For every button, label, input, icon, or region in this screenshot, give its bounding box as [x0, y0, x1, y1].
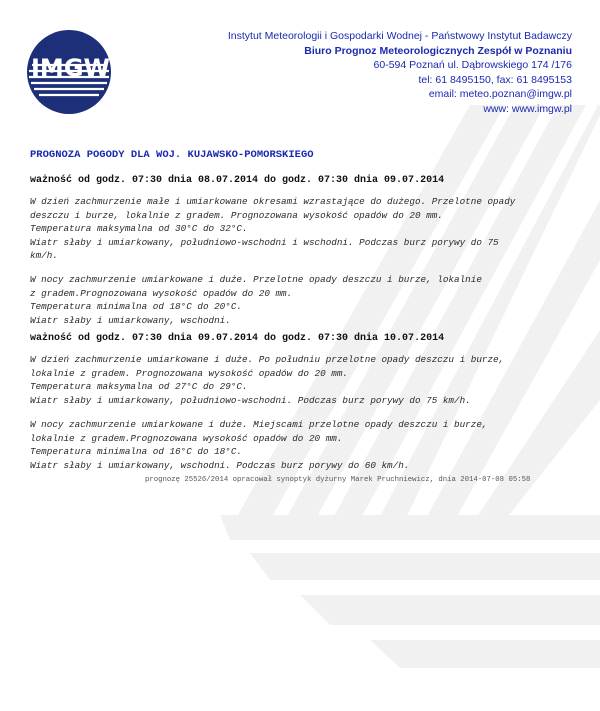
website: www: www.imgw.pl — [483, 102, 572, 115]
day-forecast-1: W dzień zachmurzenie małe i umiarkowane okresami wzrastające do dużego. Przelotne opady deszczu i burze, lokalnie z gradem. Prognozowana wysokość opadów do 20 mm. Temperatura maksymalna od 30°C do 32°C. Wiatr słaby i umiarkowany, południowo-wschodni i wschodni. Podczas burz porywy do 75 km/h. — [30, 196, 516, 262]
email: email: meteo.poznan@imgw.pl — [428, 88, 572, 101]
bureau-name: Biuro Prognoz Meteorologicznych Zespół w Poznaniu — [304, 44, 572, 57]
logo-text: IMGW — [31, 54, 110, 82]
night-forecast-2: W nocy zachmurzenie umiarkowane i duże. Miejscami przelotne opady deszczu i burze, lokalnie z gradem.Prognozowana wysokość opadów do 20 mm. Temperatura minimalna od 16°C do 18°C. Wiatr słaby i umiarkowany, wschodni. Podczas burz porywy do 60 km/h. — [30, 419, 488, 471]
forecast-author-note: prognozę 25526/2014 opracował synoptyk dyżurny Marek Pruchniewicz, dnia 2014-07-08 05:58 — [145, 476, 531, 484]
day-forecast-2: W dzień zachmurzenie umiarkowane i duże. Po południu przelotne opady deszczu i burze, lokalnie z gradem. Prognozowana wysokość opadów do 20 mm. Temperatura maksymalna od 27°C do 29°C. Wiatr słaby i umiarkowany, południowo-wschodni. Podczas burz porywy do 75 km/h. — [30, 354, 505, 406]
night-forecast-1: W nocy zachmurzenie umiarkowane i duże. Przelotne opady deszczu i burze, lokalnie z gradem.Prognozowana wysokość opadów do 20 mm. Temperatura minimalna od 18°C do 20°C. Wiatr słaby i umiarkowany, wschodni. — [30, 274, 482, 326]
institution-header — [228, 29, 572, 117]
institute-name: Instytut Meteorologii i Gospodarki Wodnej - Państwowy Instytut Badawczy — [227, 30, 572, 42]
validity-period-1: ważność od godz. 07:30 dnia 08.07.2014 do godz. 07:30 dnia 09.07.2014 — [30, 175, 445, 186]
phone-fax: tel: 61 8495150, fax: 61 8495153 — [418, 73, 572, 86]
address: 60-594 Poznań ul. Dąbrowskiego 174 /176 — [373, 59, 572, 72]
imgw-logo — [26, 29, 112, 115]
forecast-title: PROGNOZA POGODY DLA WOJ. KUJAWSKO-POMORSKIEGO — [30, 149, 314, 161]
validity-period-2: ważność od godz. 07:30 dnia 09.07.2014 do godz. 07:30 dnia 10.07.2014 — [30, 333, 445, 344]
